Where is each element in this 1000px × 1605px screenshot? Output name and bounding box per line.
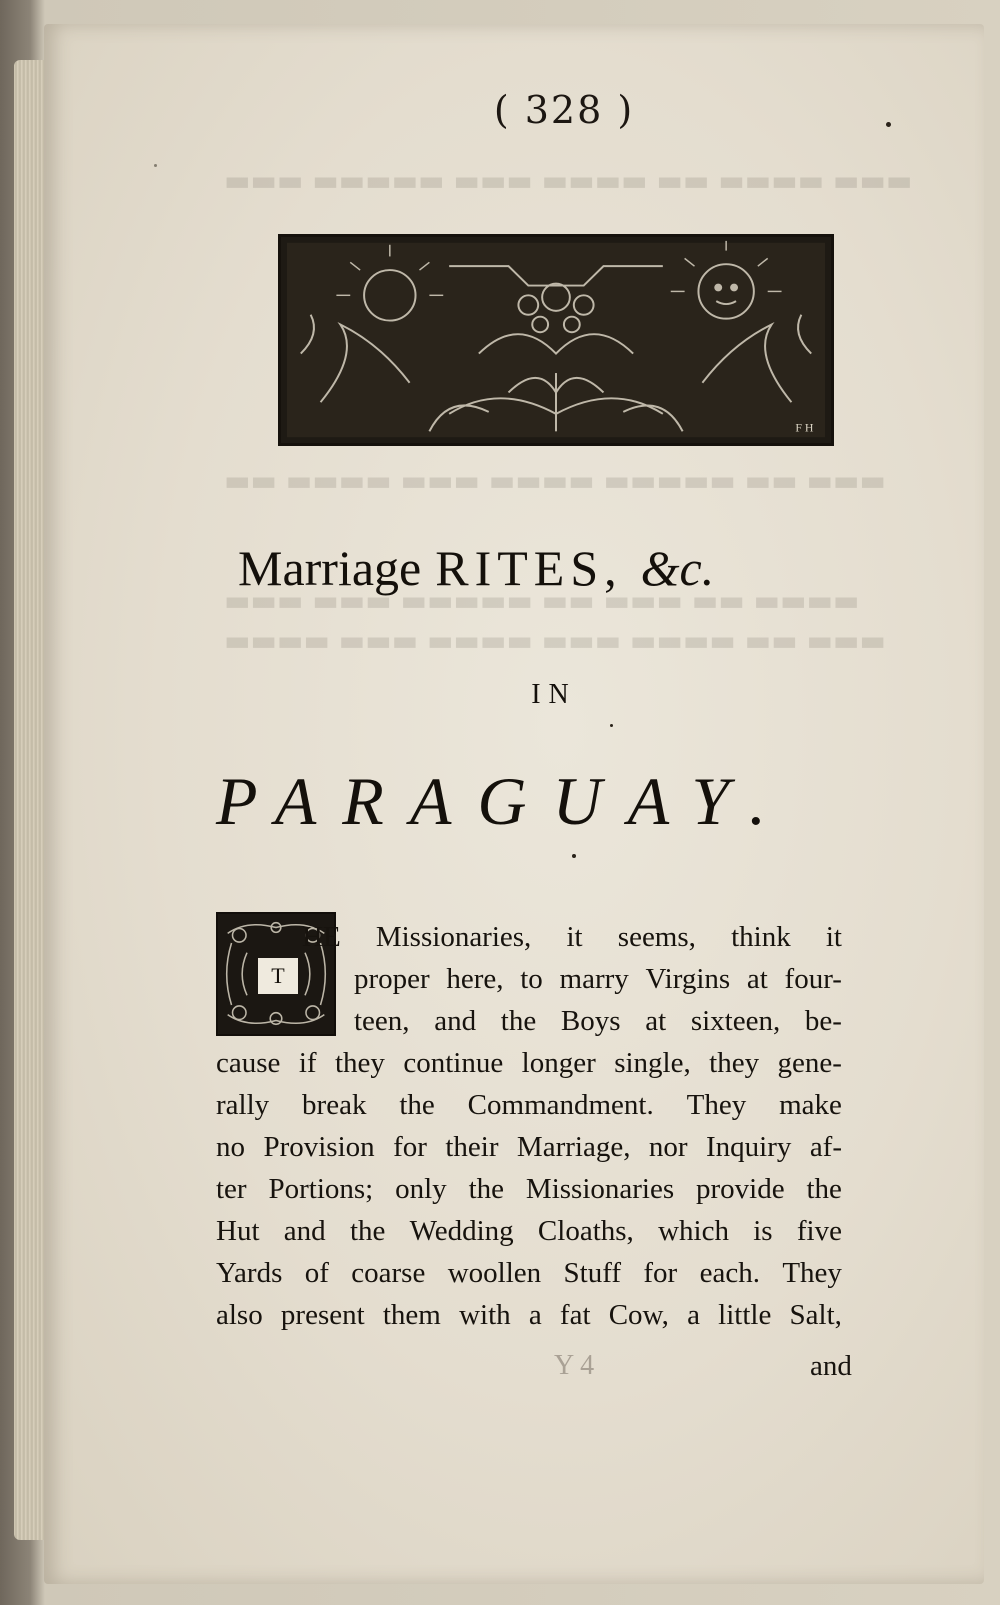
show-through-decoration: ▬▬▬ ▬▬▬▬ ▬▬ ▬▬▬▬ ▬▬▬ ▬▬▬▬▬ ▬▬▬ [224,164,913,197]
catchword: and [810,1350,852,1382]
text-line: also present them with a fat Cow, a little Salt, [216,1299,842,1331]
paper-speck [610,724,613,727]
title-word-marriage: Marriage [238,540,422,596]
show-through-decoration: ▬▬▬▬ ▬▬ ▬▬▬ ▬▬ ▬▬▬▬▬ ▬▬▬ ▬▬▬ [224,584,860,617]
title-word-rites: RITES, [435,540,623,596]
text-line: proper here, to marry Virgins at four- [354,963,842,995]
text-line: HE Missionaries, it seems, think it [302,921,842,953]
paper-speck [154,164,157,167]
chapter-title [238,539,714,597]
text-line: no Provision for their Marriage, nor Inquiry af- [216,1131,842,1163]
show-through-decoration: ▬▬▬ ▬▬ ▬▬▬▬▬ ▬▬▬▬ ▬▬▬ ▬▬▬▬ ▬▬ [224,464,886,497]
text-line: teen, and the Boys at sixteen, be- [354,1005,842,1037]
text-line: Yards of coarse woollen Stuff for each. They [216,1257,842,1289]
drop-cap-letter: T [256,956,300,996]
paper-speck [886,122,891,127]
text-line: cause if they continue longer single, they gene- [216,1047,842,1079]
signature-mark: Y 4 [554,1350,595,1381]
woodcut-ornament-icon [281,237,831,443]
text-line: rally break the Commandment. They make [216,1089,842,1121]
headpiece-ornament [278,234,834,446]
title-in: IN [531,679,577,710]
page-number: ( 328 ) [493,88,635,132]
text-line: ter Portions; only the Missionaries provide the [216,1173,842,1205]
ornament-initials: F H [795,421,814,435]
title-word-etc: &c. [640,540,715,596]
paper-speck [572,854,576,858]
book-page [44,24,984,1584]
show-through-decoration: ▬▬▬ ▬▬ ▬▬▬▬ ▬▬▬ ▬▬▬▬ ▬▬▬ ▬▬▬▬ [224,624,886,657]
title-place: PARAGUAY. [216,763,792,839]
text-line: Hut and the Wedding Cloaths, which is five [216,1215,842,1247]
